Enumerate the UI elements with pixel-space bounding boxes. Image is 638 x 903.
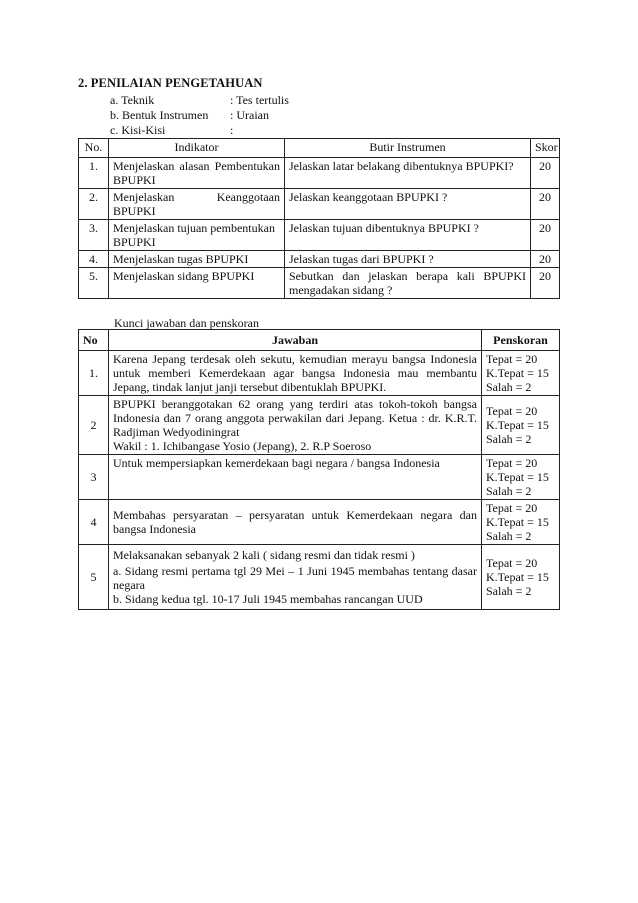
row-no: 4. xyxy=(79,251,109,268)
row-jawaban xyxy=(109,396,482,455)
score-tepat: Tepat = 20 xyxy=(486,456,538,470)
row-penskoran xyxy=(482,351,560,396)
score-tepat: Tepat = 20 xyxy=(486,501,538,515)
table-row xyxy=(79,545,560,610)
header-skor: Skor xyxy=(531,139,560,158)
row-skor: 20 xyxy=(531,251,560,268)
table-row xyxy=(79,251,560,268)
score-ktepat: K.Tepat = 15 xyxy=(486,470,549,484)
answer-line: a. Sidang resmi pertama tgl 29 Mei – 1 Juni 1945 membahas tentang dasar negara xyxy=(113,564,477,592)
row-butir: Jelaskan latar belakang dibentuknya BPUPKI? xyxy=(285,158,531,189)
row-jawaban xyxy=(109,351,482,396)
score-salah: Salah = 2 xyxy=(486,484,532,498)
row-jawaban xyxy=(109,545,482,610)
table-row xyxy=(79,268,560,299)
row-indikator: Menjelaskan Keanggotaan BPUPKI xyxy=(109,189,285,220)
row-no: 5. xyxy=(79,268,109,299)
table-row xyxy=(79,158,560,189)
table-row xyxy=(79,455,560,500)
table-row xyxy=(79,396,560,455)
header-no: No. xyxy=(79,139,109,158)
header-jawaban: Jawaban xyxy=(109,330,482,351)
score-ktepat: K.Tepat = 15 xyxy=(486,570,549,584)
row-skor: 20 xyxy=(531,189,560,220)
answer-line: Untuk mempersiapkan kemerdekaan bagi negara / bangsa Indonesia xyxy=(113,456,440,470)
meta-label: c. Kisi-Kisi xyxy=(110,123,166,137)
table-row xyxy=(79,189,560,220)
row-penskoran xyxy=(482,500,560,545)
row-butir: Sebutkan dan jelaskan berapa kali BPUPKI mengadakan sidang ? xyxy=(285,268,531,299)
header-penskoran: Penskoran xyxy=(482,330,560,351)
score-salah: Salah = 2 xyxy=(486,529,532,543)
row-butir: Jelaskan keanggotaan BPUPKI ? xyxy=(285,189,531,220)
score-tepat: Tepat = 20 xyxy=(486,556,538,570)
row-no: 5 xyxy=(79,545,109,610)
meta-value: : xyxy=(230,123,234,137)
header-no: No xyxy=(79,330,109,351)
score-ktepat: K.Tepat = 15 xyxy=(486,515,549,529)
score-salah: Salah = 2 xyxy=(486,432,532,446)
score-salah: Salah = 2 xyxy=(486,380,532,394)
meta-value: : Tes tertulis xyxy=(230,93,289,107)
score-ktepat: K.Tepat = 15 xyxy=(486,366,549,380)
row-butir: Jelaskan tujuan dibentuknya BPUPKI ? xyxy=(285,220,531,251)
row-no: 3 xyxy=(79,455,109,500)
indicator-table xyxy=(78,138,560,299)
table-header-row xyxy=(79,330,560,351)
row-penskoran xyxy=(482,396,560,455)
row-no: 2 xyxy=(79,396,109,455)
row-indikator: Menjelaskan alasan Pembentukan BPUPKI xyxy=(109,158,285,189)
row-penskoran xyxy=(482,455,560,500)
row-indikator: Menjelaskan tujuan pembentukan BPUPKI xyxy=(109,220,285,251)
row-skor: 20 xyxy=(531,220,560,251)
answer-key-title: Kunci jawaban dan penskoran xyxy=(114,316,259,330)
score-tepat: Tepat = 20 xyxy=(486,404,538,418)
header-indikator: Indikator xyxy=(109,139,285,158)
row-no: 3. xyxy=(79,220,109,251)
row-no: 4 xyxy=(79,500,109,545)
answer-line: BPUPKI beranggotakan 62 orang yang terdiri atas tokoh-tokoh bangsa Indonesia dan 7 orang anggota perwakilan dari Jepang. Ketua : dr. K.R.T. Radjiman Wedyodiningrat xyxy=(113,397,477,439)
meta-value: : Uraian xyxy=(230,108,269,122)
score-salah: Salah = 2 xyxy=(486,584,532,598)
row-indikator: Menjelaskan tugas BPUPKI xyxy=(109,251,285,268)
row-skor: 20 xyxy=(531,268,560,299)
answer-key-table xyxy=(78,329,560,610)
header-butir: Butir Instrumen xyxy=(285,139,531,158)
score-ktepat: K.Tepat = 15 xyxy=(486,418,549,432)
row-indikator: Menjelaskan sidang BPUPKI xyxy=(109,268,285,299)
table-row xyxy=(79,500,560,545)
answer-line: Karena Jepang terdesak oleh sekutu, kemudian merayu bangsa Indonesia untuk memberi Kemerdekaan agar bangsa Indonesia mau membantu Jepang, tindak lanjut janji tersebut dibentuklah BPUPKI. xyxy=(113,352,477,394)
row-no: 2. xyxy=(79,189,109,220)
meta-label: b. Bentuk Instrumen xyxy=(110,108,209,122)
score-tepat: Tepat = 20 xyxy=(486,352,538,366)
table-row xyxy=(79,220,560,251)
row-no: 1. xyxy=(79,351,109,396)
answer-line: b. Sidang kedua tgl. 10-17 Juli 1945 membahas rancangan UUD xyxy=(113,592,423,606)
row-skor: 20 xyxy=(531,158,560,189)
row-jawaban xyxy=(109,455,482,500)
row-butir: Jelaskan tugas dari BPUPKI ? xyxy=(285,251,531,268)
row-no: 1. xyxy=(79,158,109,189)
section-heading: 2. PENILAIAN PENGETAHUAN xyxy=(78,76,263,90)
table-row xyxy=(79,351,560,396)
table-header-row xyxy=(79,139,560,158)
row-jawaban xyxy=(109,500,482,545)
row-penskoran xyxy=(482,545,560,610)
meta-label: a. Teknik xyxy=(110,93,155,107)
answer-line: Wakil : 1. Ichibangase Yosio (Jepang), 2. R.P Soeroso xyxy=(113,439,372,453)
answer-line: Melaksanakan sebanyak 2 kali ( sidang resmi dan tidak resmi ) xyxy=(113,548,415,562)
answer-line: Membahas persyaratan – persyaratan untuk Kemerdekaan negara dan bangsa Indonesia xyxy=(113,508,477,536)
